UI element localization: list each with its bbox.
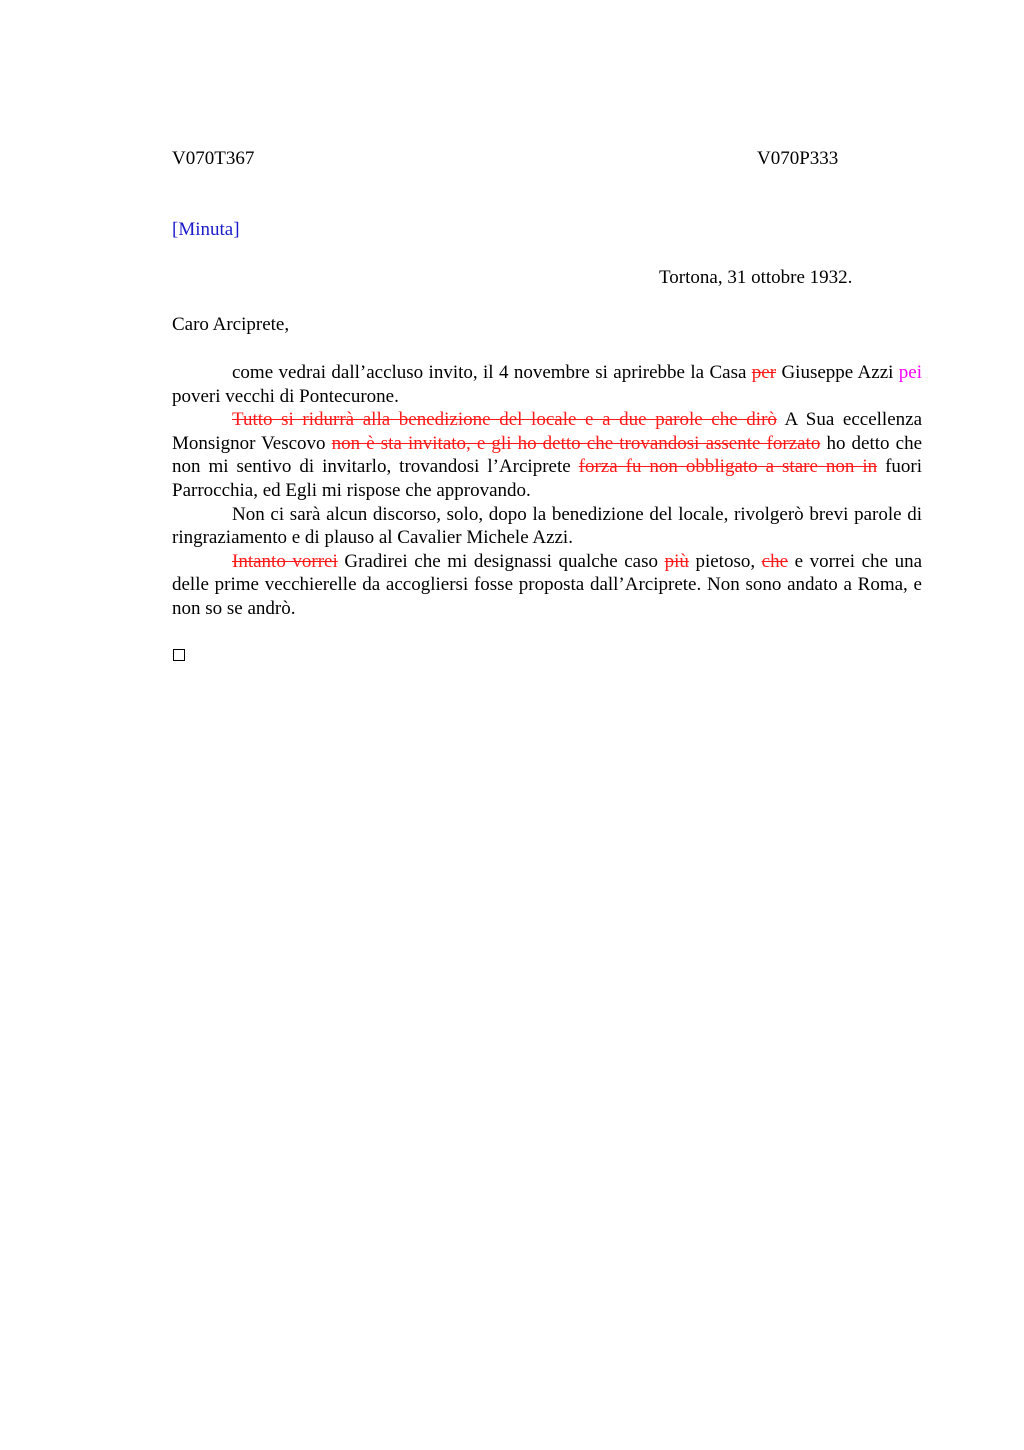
text-run: Giuseppe Azzi [776, 362, 899, 383]
letter-paragraph [172, 550, 922, 621]
letter-paragraph [172, 361, 922, 408]
deleted-text: non è sta invitato, e gli ho detto che trovandosi assente forzato [331, 432, 821, 454]
text-run: e vorrei che una delle prime vecchierelle da accogliersi fosse proposta dall’Arciprete. Non sono andato a Roma, e non so se andrò. [172, 550, 922, 619]
document-reference-right: V070P333 [757, 148, 839, 169]
text-run: A Sua eccellenza Monsignor Vescovo [172, 409, 922, 454]
text-run: pietoso, [688, 550, 762, 572]
date-line: Tortona, 31 ottobre 1932. [659, 267, 853, 288]
text-run: poveri vecchi di Pontecurone. [172, 385, 399, 407]
inserted-text: pei [898, 362, 923, 383]
deleted-text: Intanto vorrei [232, 550, 338, 572]
letter-body [172, 361, 922, 621]
deleted-text: Tutto si ridurrà alla benedizione del locale e a due parole che dirò [232, 409, 777, 431]
text-run: come vedrai dall’accluso invito, il 4 novembre si aprirebbe la Casa [232, 362, 752, 383]
deleted-text: più [664, 550, 689, 572]
deleted-text: che [761, 550, 789, 572]
deleted-text: per [751, 362, 777, 383]
document-reference-left: V070T367 [172, 148, 255, 169]
draft-note: [Minuta] [172, 219, 240, 240]
text-run: fuori Parrocchia, ed Egli mi rispose che approvando. [172, 456, 923, 501]
text-run: Gradirei che mi designassi qualche caso [337, 550, 665, 572]
text-run: Non ci sarà alcun discorso, solo, dopo la benedizione del locale, rivolgerò brevi parole di ringraziamento e di plauso al Cavalier Michele Azzi. [172, 503, 922, 549]
letter-paragraph [172, 408, 922, 502]
salutation: Caro Arciprete, [172, 314, 290, 335]
letter-paragraph [172, 503, 922, 550]
deleted-text: forza fu non obbligato a stare non in [578, 456, 878, 478]
square-outline-icon [173, 649, 185, 661]
text-run: ho detto che non mi sentivo di invitarlo, trovandosi l’Arciprete [172, 432, 923, 478]
